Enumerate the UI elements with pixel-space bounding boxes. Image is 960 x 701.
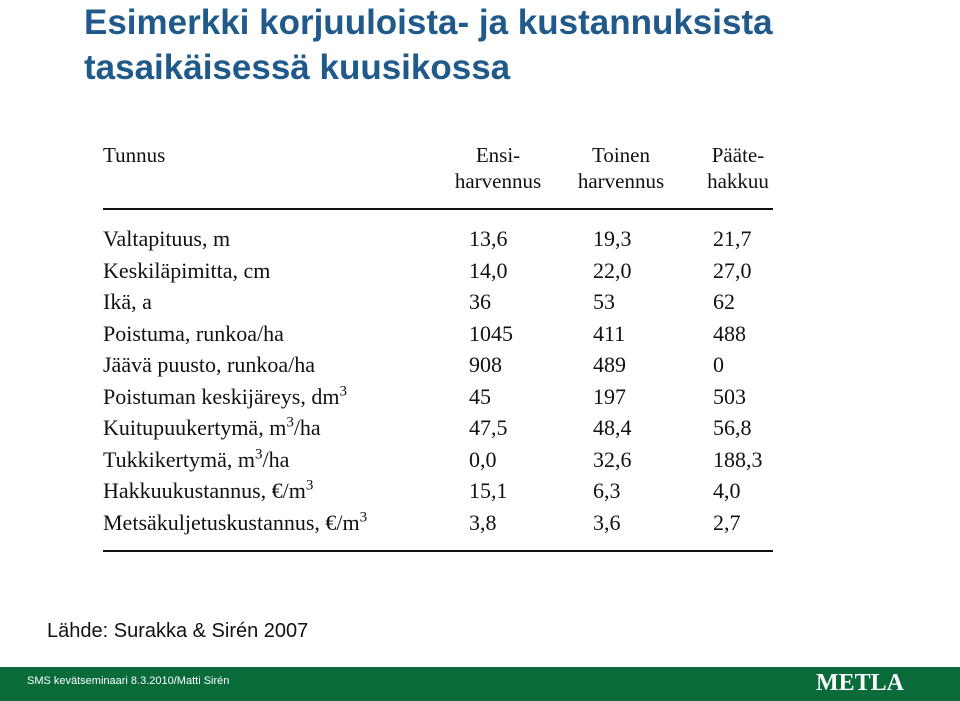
- table-row: [103, 444, 773, 476]
- row-label-text: Kuitupuukertymä, m: [103, 415, 287, 440]
- row-label-suffix: /ha: [293, 415, 321, 440]
- source-citation: Lähde: Surakka & Sirén 2007: [47, 620, 309, 642]
- value-ensiharvennus: 13,6: [469, 226, 508, 251]
- value-ensiharvennus: 45: [469, 383, 491, 409]
- header-paate-line2: hakkuu: [707, 169, 769, 193]
- row-label-superscript: 3: [286, 414, 294, 431]
- table-row: [103, 286, 773, 318]
- value-toinen-harvennus: 32,6: [593, 446, 632, 472]
- header-paate-line1: Pääte-: [711, 143, 765, 167]
- row-label: [103, 381, 347, 413]
- value-ensiharvennus: 15,1: [469, 478, 508, 503]
- row-label-text: Metsäkuljetuskustannus, €/m: [103, 509, 360, 535]
- row-label-text: Ikä, a: [103, 289, 152, 314]
- value-ensiharvennus: 36: [469, 289, 491, 314]
- row-label-text: Tukkikertymä, m: [103, 446, 255, 472]
- value-ensiharvennus: 47,5: [469, 415, 508, 440]
- value-paatehakkuu: 27,0: [713, 257, 752, 283]
- value-paatehakkuu: 0: [713, 352, 724, 377]
- value-toinen-harvennus: 3,6: [593, 509, 621, 535]
- header-tunnus: Tunnus: [103, 143, 166, 167]
- row-label-text: Poistuma, runkoa/ha: [103, 320, 284, 346]
- value-ensiharvennus: 3,8: [469, 509, 497, 535]
- value-toinen-harvennus: 411: [593, 320, 626, 346]
- value-paatehakkuu: 503: [713, 383, 746, 409]
- value-toinen-harvennus: 53: [593, 289, 615, 314]
- table-bottom-rule: [103, 550, 773, 552]
- table-row: [103, 381, 773, 413]
- row-label-superscript: 3: [339, 383, 347, 400]
- row-label-superscript: 3: [359, 509, 368, 526]
- value-toinen-harvennus: 19,3: [593, 226, 632, 251]
- value-ensiharvennus: 908: [469, 352, 502, 377]
- value-toinen-harvennus: 489: [593, 352, 626, 377]
- value-paatehakkuu: 21,7: [713, 226, 752, 251]
- value-toinen-harvennus: 48,4: [593, 415, 632, 440]
- slide-title-line1: Esimerkki korjuuloista- ja kustannuksista: [84, 3, 773, 42]
- header-toinen-line1: Toinen: [591, 143, 651, 167]
- table-row: [103, 507, 773, 539]
- header-toinen-harvennus: [571, 142, 671, 194]
- table-body: [103, 210, 773, 550]
- data-table: [103, 140, 773, 552]
- row-label-suffix: /ha: [262, 446, 290, 472]
- row-label-superscript: 3: [254, 446, 263, 463]
- value-paatehakkuu: 4,0: [713, 478, 741, 503]
- slide-title: [84, 0, 773, 90]
- table-row: [103, 475, 773, 507]
- header-paatehakkuu: [693, 142, 783, 194]
- row-label: [103, 223, 230, 255]
- row-label: [103, 286, 152, 318]
- row-label: [103, 444, 289, 476]
- table-row: [103, 255, 773, 287]
- row-label-text: Valtapituus, m: [103, 226, 231, 251]
- table-row: [103, 349, 773, 381]
- metla-logo: METLA: [816, 670, 905, 696]
- header-ensiharvennus: [443, 142, 553, 194]
- slide-title-line2: tasaikäisessä kuusikossa: [84, 48, 511, 87]
- value-toinen-harvennus: 197: [593, 383, 626, 409]
- row-label-text: Jäävä puusto, runkoa/ha: [103, 352, 315, 377]
- row-label: [103, 507, 367, 539]
- value-ensiharvennus: 14,0: [469, 257, 508, 283]
- header-ensiharvennus-line1: Ensi-: [475, 143, 521, 167]
- row-label: [103, 255, 270, 287]
- value-toinen-harvennus: 6,3: [593, 478, 621, 503]
- table-row: [103, 318, 773, 350]
- value-paatehakkuu: 488: [713, 320, 746, 346]
- value-toinen-harvennus: 22,0: [593, 257, 632, 283]
- table-row: [103, 223, 773, 255]
- value-paatehakkuu: 62: [713, 289, 735, 314]
- value-paatehakkuu: 2,7: [713, 509, 741, 535]
- row-label-text: Poistuman keskijäreys, dm: [103, 383, 340, 409]
- footer-text: SMS kevätseminaari 8.3.2010/Matti Sirén: [27, 675, 230, 687]
- header-ensiharvennus-line2: harvennus: [454, 169, 542, 193]
- table-row: [103, 412, 773, 444]
- row-label: [103, 349, 315, 381]
- row-label-superscript: 3: [305, 477, 314, 494]
- table-header: [103, 140, 773, 208]
- value-paatehakkuu: 56,8: [713, 415, 752, 440]
- header-toinen-line2: harvennus: [577, 169, 665, 193]
- row-label: [103, 475, 313, 507]
- footer-bar: [0, 667, 960, 701]
- row-label-text: Hakkuukustannus, €/m: [103, 478, 306, 503]
- value-ensiharvennus: 1045: [469, 320, 513, 346]
- row-label: [103, 412, 321, 444]
- row-label-text: Keskiläpimitta, cm: [103, 257, 271, 283]
- row-label: [103, 318, 284, 350]
- value-paatehakkuu: 188,3: [713, 446, 763, 472]
- value-ensiharvennus: 0,0: [469, 446, 497, 472]
